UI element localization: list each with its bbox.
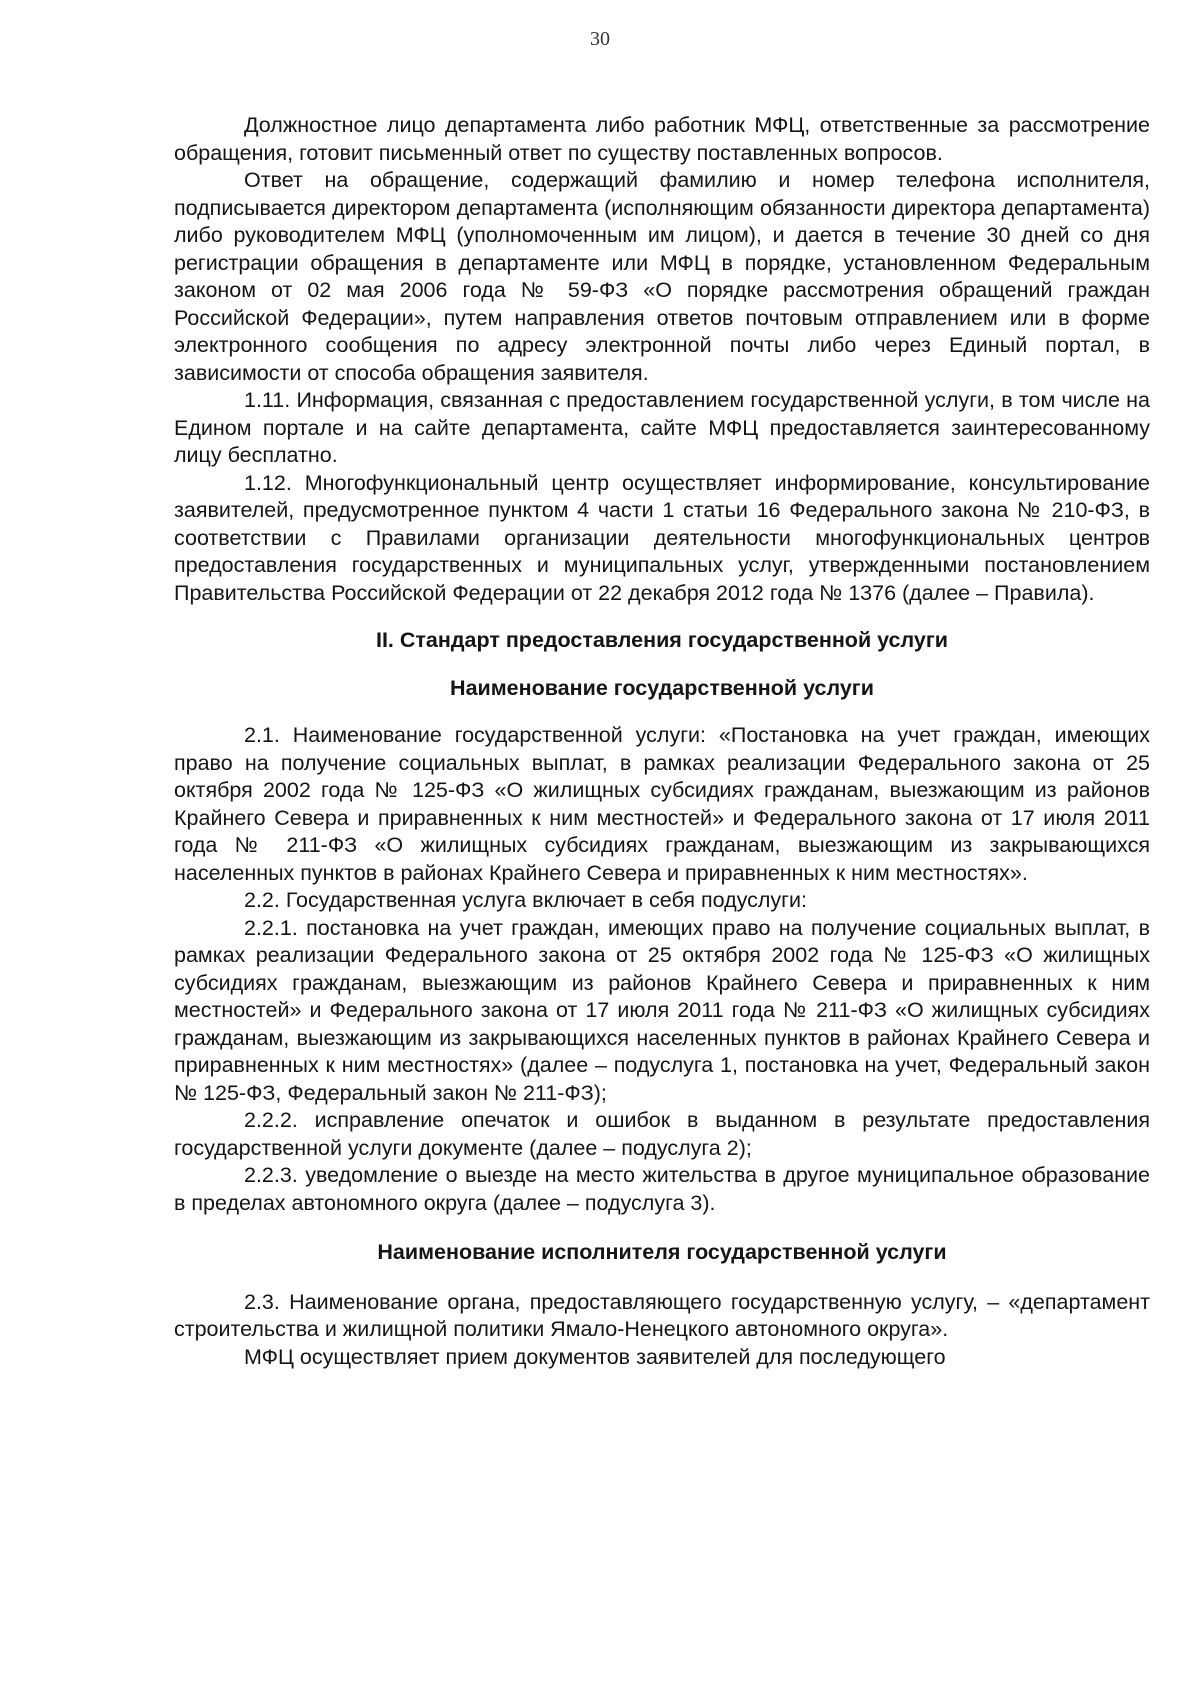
paragraph: Ответ на обращение, содержащий фамилию и номер телефона исполнителя, подписывается директором департамента (исполняющим обязанности директора департамента) либо руководителем МФЦ (уполномоченным им лицом), и дается в течение 30 дней со дня регистрации обращения в департаменте или МФЦ в порядке, установленном Федеральным законом от 02 мая 2006 года № 59-ФЗ «О порядке рассмотрения обращений граждан Российской Федерации», путем направления ответов почтовым отправлением или в форме электронного сообщения по адресу электронной почты либо через Единый портал, в зависимости от способа обращения заявителя. xyxy=(174,168,1150,385)
paragraph: 2.2.1. постановка на учет граждан, имеющих право на получение социальных выплат, в рамках реализации Федерального закона от 25 октября 2002 года № 125-ФЗ «О жилищных субсидиях гражданам, выезжающим из районов Крайнего Севера и приравненных к ним местностей» и Федерального закона от 17 июля 2011 года № 211-ФЗ «О жилищных субсидиях гражданам, выезжающим из закрывающихся населенных пунктов в районах Крайнего Севера и приравненных к ним местностях» (далее – подуслуга 1, постановка на учет, Федеральный закон № 125-ФЗ, Федеральный закон № 211-ФЗ); xyxy=(174,915,1150,1105)
document-body xyxy=(174,112,1150,1371)
paragraph: 1.11. Информация, связанная с предоставлением государственной услуги, в том числе на Едином портале и на сайте департамента, сайте МФЦ предоставляется заинтересованному лицу бесплатно. xyxy=(174,388,1150,467)
paragraph: Должностное лицо департамента либо работник МФЦ, ответственные за рассмотрение обращения, готовит письменный ответ по существу поставленных вопросов. xyxy=(174,113,1150,165)
subsection-heading: Наименование исполнителя государственной услуги xyxy=(377,1240,947,1264)
paragraph: 2.2. Государственная услуга включает в себя подуслуги: xyxy=(244,888,808,912)
section-heading: II. Стандарт предоставления государственной услуги xyxy=(375,628,949,652)
page-number: 30 xyxy=(590,28,610,50)
paragraph: 2.2.3. уведомление о выезде на место жительства в другое муниципальное образование в пределах автономного округа (далее – подуслуга 3). xyxy=(174,1163,1150,1215)
paragraph: 1.12. Многофункциональный центр осуществляет информирование, консультирование заявителей, предусмотренное пунктом 4 части 1 статьи 16 Федерального закона № 210-ФЗ, в соответствии с Правилами организации деятельности многофункциональных центров предоставления государственных и муниципальных услуг, утвержденными постановлением Правительства Российской Федерации от 22 декабря 2012 года № 1376 (далее – Правила). xyxy=(174,470,1150,605)
subsection-heading: Наименование государственной услуги xyxy=(450,675,874,700)
paragraph: 2.2.2. исправление опечаток и ошибок в выданном в результате предоставления государственной услуги документе (далее – подуслуга 2); xyxy=(174,1108,1150,1160)
paragraph: 2.1. Наименование государственной услуги: «Постановка на учет граждан, имеющих право на получение социальных выплат, в рамках реализации Федерального закона от 25 октября 2002 года № 125-ФЗ «О жилищных субсидиях гражданам, выезжающим из районов Крайнего Севера и приравненных к ним местностей» и Федерального закона от 17 июля 2011 года № 211-ФЗ «О жилищных субсидиях гражданам, выезжающим из закрывающихся населенных пунктов в районах Крайнего Севера и приравненных к ним местностях». xyxy=(174,723,1150,885)
paragraph: МФЦ осуществляет прием документов заявителей для последующего xyxy=(244,1344,946,1369)
paragraph: 2.3. Наименование органа, предоставляющего государственную услугу, – «департамент строительства и жилищной политики Ямало-Ненецкого автономного округа». xyxy=(174,1289,1150,1341)
